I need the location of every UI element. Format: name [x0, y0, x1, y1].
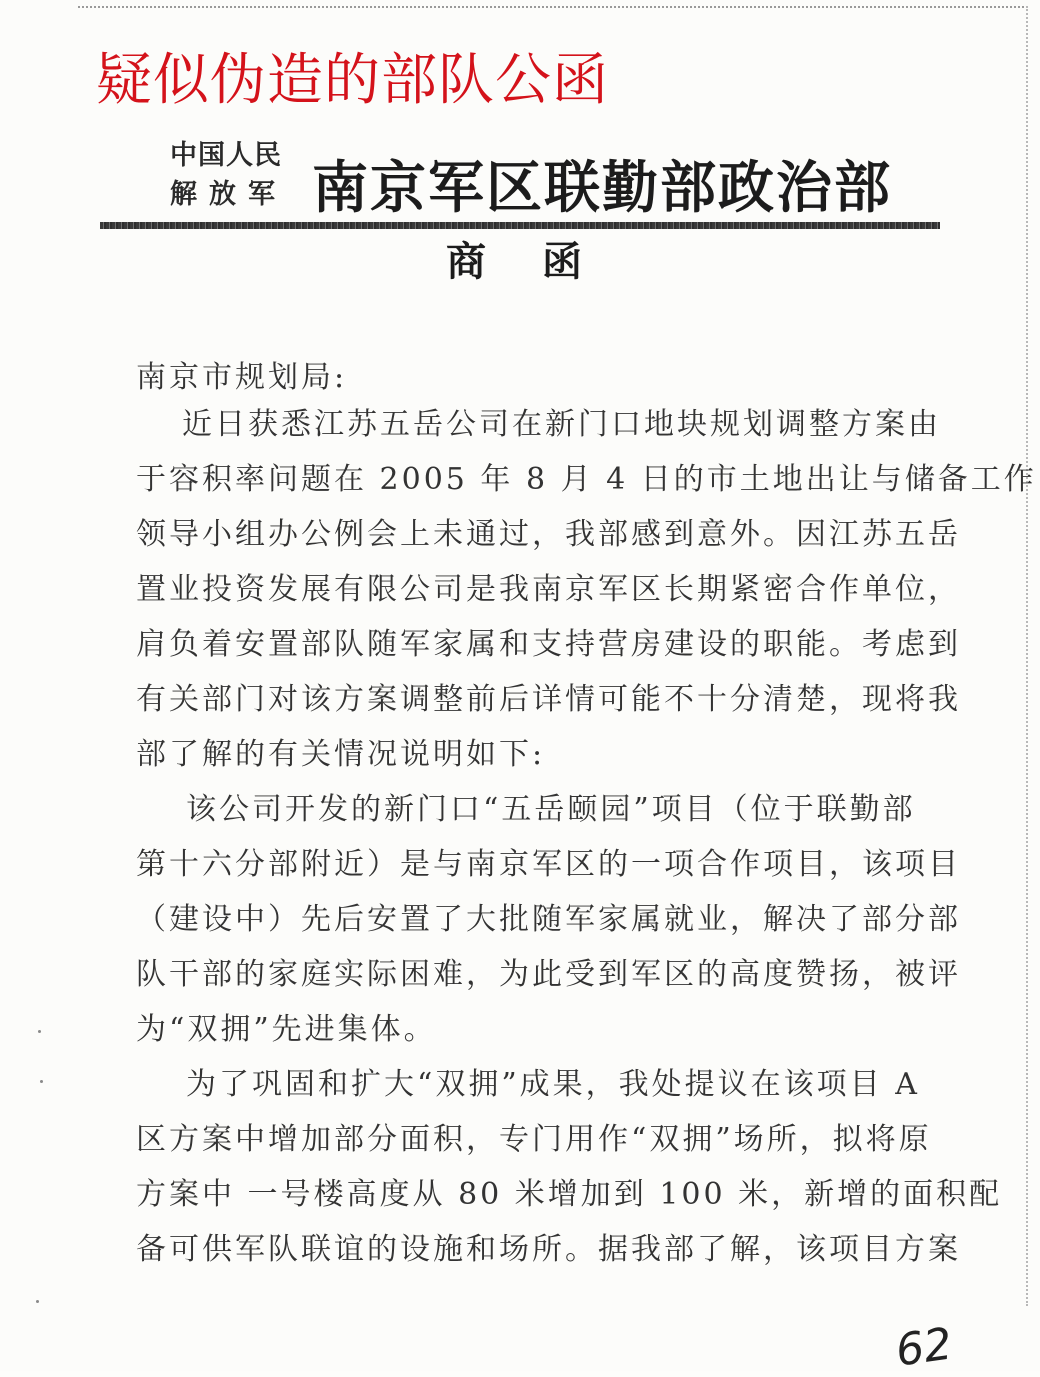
body-line: 部了解的有关情况说明如下: [136, 737, 546, 772]
letterhead-small-line1: 中国人民 [170, 140, 282, 171]
body-line: 于容积率问题在 2005 年 8 月 4 日的市土地出让与储备工作 [136, 462, 1037, 497]
letterhead-small-line2: 解放军 [170, 179, 287, 210]
body-line: 队干部的家庭实际困难，为此受到军区的高度赞扬，被评 [136, 957, 961, 992]
scan-edge-top [78, 6, 1028, 8]
body-line: 为“双拥”先进集体。 [136, 1012, 437, 1047]
scan-speck [36, 1300, 39, 1303]
letterhead-org-name: 南京军区联勤部政治部 [312, 155, 892, 221]
handwritten-page-number: 62 [892, 1318, 956, 1377]
letterhead-divider [100, 222, 940, 229]
body-line: 领导小组办公例会上未通过，我部感到意外。因江苏五岳 [136, 517, 961, 552]
body-line: 近日获悉江苏五岳公司在新门口地块规划调整方案由 [182, 407, 941, 442]
body-line: 为了巩固和扩大“双拥”成果，我处提议在该项目 A [186, 1067, 920, 1102]
scan-speck [38, 1030, 41, 1033]
body-line: 第十六分部附近）是与南京军区的一项合作项目，该项目 [136, 847, 961, 882]
body-line: 有关部门对该方案调整前后详情可能不十分清楚，现将我 [136, 682, 961, 717]
body-line: （建设中）先后安置了大批随军家属就业，解决了部分部 [136, 902, 961, 937]
document-type: 商函 [446, 238, 638, 285]
body-line: 方案中 一号楼高度从 80 米增加到 100 米，新增的面积配 [136, 1177, 1003, 1212]
body-line: 该公司开发的新门口“五岳颐园”项目（位于联勤部 [186, 792, 916, 827]
body-line: 肩负着安置部队随军家属和支持营房建设的职能。考虑到 [136, 627, 961, 662]
scan-edge-right [1026, 6, 1028, 1306]
body-line: 备可供军队联谊的设施和场所。据我部了解，该项目方案 [136, 1232, 961, 1267]
body-line: 区方案中增加部分面积，专门用作“双拥”场所，拟将原 [136, 1122, 932, 1157]
red-caption-title: 疑似伪造的部队公函 [96, 50, 609, 112]
recipient-line: 南京市规划局: [136, 360, 348, 395]
body-line: 置业投资发展有限公司是我南京军区长期紧密合作单位， [136, 572, 961, 607]
scan-speck [40, 1080, 43, 1083]
